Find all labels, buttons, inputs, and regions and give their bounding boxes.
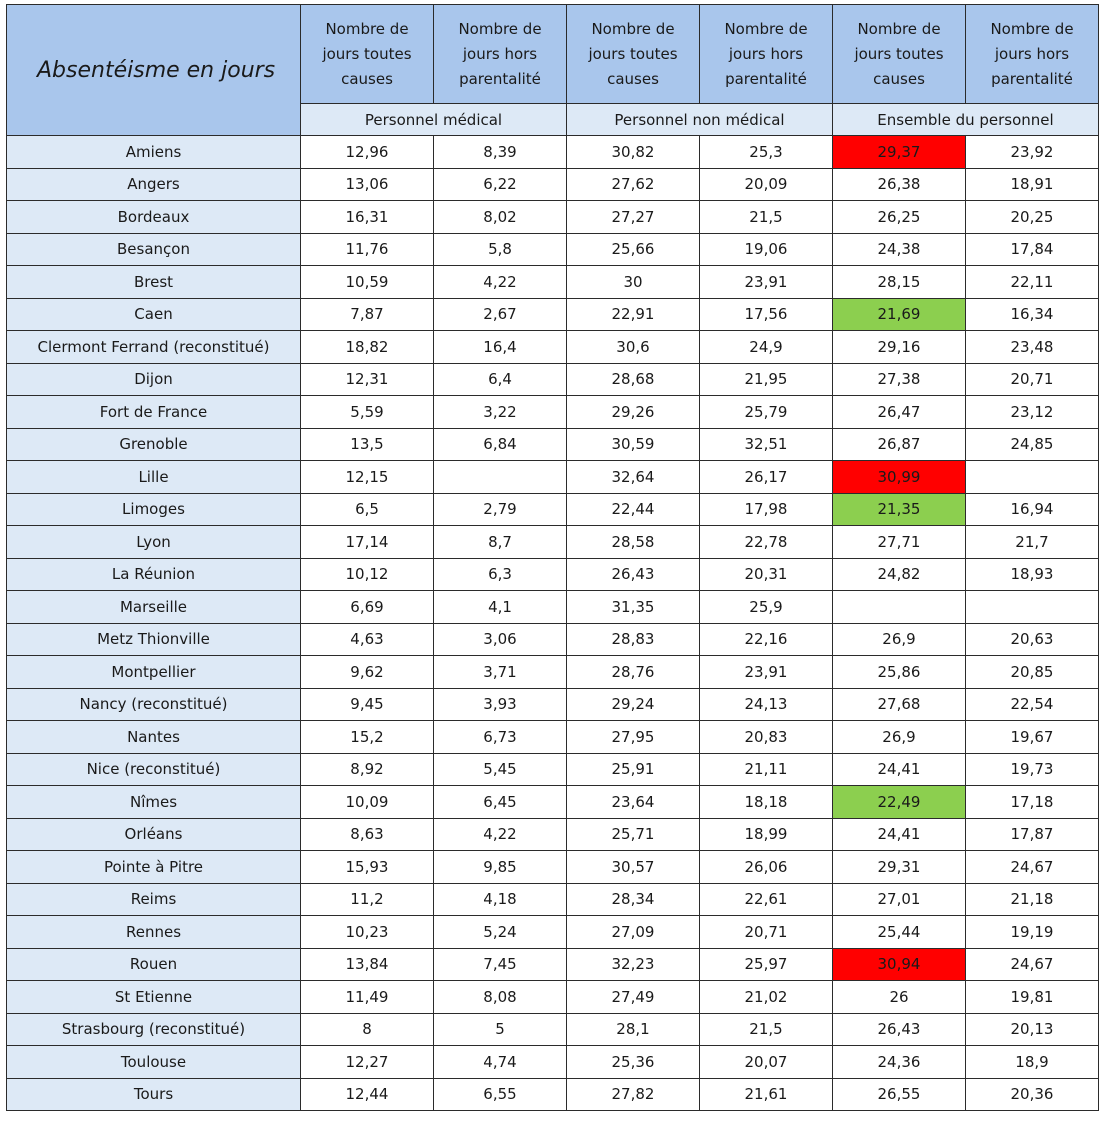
value-cell: 20,25: [966, 201, 1099, 234]
value-cell: 25,36: [567, 1046, 700, 1079]
value-cell: 8,92: [301, 753, 434, 786]
value-cell: 18,9: [966, 1046, 1099, 1079]
value-cell: 12,31: [301, 363, 434, 396]
col-header: [301, 5, 434, 104]
value-cell: 17,87: [966, 818, 1099, 851]
value-cell: 27,68: [833, 688, 966, 721]
value-cell: 29,24: [567, 688, 700, 721]
col-header: [567, 5, 700, 104]
value-cell: 12,96: [301, 136, 434, 169]
value-cell: [966, 591, 1099, 624]
value-cell: 4,1: [434, 591, 567, 624]
value-cell: 27,95: [567, 721, 700, 754]
value-cell: 25,3: [700, 136, 833, 169]
value-cell: 20,71: [700, 916, 833, 949]
value-cell: 18,91: [966, 168, 1099, 201]
value-cell: 26,06: [700, 851, 833, 884]
value-cell: [966, 461, 1099, 494]
value-cell: 21,02: [700, 981, 833, 1014]
value-cell: 16,34: [966, 298, 1099, 331]
table-row: [7, 461, 1099, 494]
city-name: Nantes: [7, 721, 301, 754]
value-cell: 10,23: [301, 916, 434, 949]
value-cell: 30: [567, 266, 700, 299]
city-name: Rennes: [7, 916, 301, 949]
value-cell: 30,6: [567, 331, 700, 364]
table-title: Absentéisme en jours: [7, 5, 301, 136]
col-header-text: Nombre de jours toutes causes: [322, 19, 412, 88]
city-name: Rouen: [7, 948, 301, 981]
value-cell: 29,37: [833, 136, 966, 169]
table-row: [7, 656, 1099, 689]
col-header: [434, 5, 567, 104]
value-cell: 4,22: [434, 818, 567, 851]
city-name: Amiens: [7, 136, 301, 169]
table-row: [7, 883, 1099, 916]
value-cell: 20,83: [700, 721, 833, 754]
value-cell: 12,15: [301, 461, 434, 494]
value-cell: 6,5: [301, 493, 434, 526]
value-cell: 19,73: [966, 753, 1099, 786]
value-cell: 25,44: [833, 916, 966, 949]
value-cell: 6,55: [434, 1078, 567, 1111]
column-header-row: [7, 5, 1099, 104]
table-row: [7, 688, 1099, 721]
value-cell: 17,56: [700, 298, 833, 331]
value-cell: 32,64: [567, 461, 700, 494]
value-cell: 3,06: [434, 623, 567, 656]
value-cell: 20,36: [966, 1078, 1099, 1111]
city-name: Clermont Ferrand (reconstitué): [7, 331, 301, 364]
value-cell: 4,63: [301, 623, 434, 656]
value-cell: 20,85: [966, 656, 1099, 689]
city-name: Fort de France: [7, 396, 301, 429]
value-cell: 5,24: [434, 916, 567, 949]
city-name: Dijon: [7, 363, 301, 396]
value-cell: 24,82: [833, 558, 966, 591]
value-cell: 19,19: [966, 916, 1099, 949]
city-name: Marseille: [7, 591, 301, 624]
value-cell: 3,22: [434, 396, 567, 429]
table-row: [7, 721, 1099, 754]
table-row: [7, 363, 1099, 396]
col-header-text: Nombre de jours hors parentalité: [990, 19, 1074, 88]
value-cell: 28,58: [567, 526, 700, 559]
value-cell: 4,74: [434, 1046, 567, 1079]
table-row: [7, 916, 1099, 949]
value-cell: 16,4: [434, 331, 567, 364]
value-cell: 6,4: [434, 363, 567, 396]
value-cell: 31,35: [567, 591, 700, 624]
table-row: [7, 623, 1099, 656]
value-cell: 26,17: [700, 461, 833, 494]
value-cell: 13,06: [301, 168, 434, 201]
value-cell: 5,8: [434, 233, 567, 266]
value-cell: 30,82: [567, 136, 700, 169]
value-cell: 28,68: [567, 363, 700, 396]
city-name: Angers: [7, 168, 301, 201]
value-cell: 2,67: [434, 298, 567, 331]
value-cell: 16,94: [966, 493, 1099, 526]
city-name: Nîmes: [7, 786, 301, 819]
city-name: Tours: [7, 1078, 301, 1111]
value-cell: 11,76: [301, 233, 434, 266]
value-cell: 30,59: [567, 428, 700, 461]
city-name: Toulouse: [7, 1046, 301, 1079]
value-cell: 25,79: [700, 396, 833, 429]
value-cell: 26,9: [833, 623, 966, 656]
value-cell: 32,51: [700, 428, 833, 461]
value-cell: 23,91: [700, 656, 833, 689]
value-cell: 8,63: [301, 818, 434, 851]
city-name: Metz Thionville: [7, 623, 301, 656]
value-cell: 24,67: [966, 948, 1099, 981]
city-name: Bordeaux: [7, 201, 301, 234]
value-cell: 21,95: [700, 363, 833, 396]
value-cell: 22,78: [700, 526, 833, 559]
city-name: Orléans: [7, 818, 301, 851]
value-cell: 21,18: [966, 883, 1099, 916]
value-cell: 24,85: [966, 428, 1099, 461]
value-cell: 18,93: [966, 558, 1099, 591]
city-name: St Etienne: [7, 981, 301, 1014]
table-row: [7, 981, 1099, 1014]
value-cell: 18,18: [700, 786, 833, 819]
col-header: [700, 5, 833, 104]
col-header-text: Nombre de jours hors parentalité: [458, 19, 542, 88]
city-name: Caen: [7, 298, 301, 331]
value-cell: 21,7: [966, 526, 1099, 559]
value-cell: 30,57: [567, 851, 700, 884]
value-cell: 10,59: [301, 266, 434, 299]
value-cell: 5: [434, 1013, 567, 1046]
table-row: [7, 331, 1099, 364]
value-cell: 6,22: [434, 168, 567, 201]
value-cell: 26,9: [833, 721, 966, 754]
table-row: [7, 233, 1099, 266]
value-cell: 22,11: [966, 266, 1099, 299]
value-cell: 4,18: [434, 883, 567, 916]
value-cell: 24,67: [966, 851, 1099, 884]
value-cell: 5,45: [434, 753, 567, 786]
table-row: [7, 1046, 1099, 1079]
table-row: [7, 396, 1099, 429]
value-cell: 16,31: [301, 201, 434, 234]
table-row: [7, 591, 1099, 624]
value-cell: 23,92: [966, 136, 1099, 169]
value-cell: [833, 591, 966, 624]
value-cell: 8,39: [434, 136, 567, 169]
value-cell: 28,15: [833, 266, 966, 299]
value-cell: 25,97: [700, 948, 833, 981]
value-cell: 25,9: [700, 591, 833, 624]
value-cell: 23,91: [700, 266, 833, 299]
city-name: Nancy (reconstitué): [7, 688, 301, 721]
value-cell: 20,09: [700, 168, 833, 201]
value-cell: 25,71: [567, 818, 700, 851]
value-cell: 8: [301, 1013, 434, 1046]
value-cell: 23,64: [567, 786, 700, 819]
table-row: [7, 851, 1099, 884]
value-cell: 26,25: [833, 201, 966, 234]
table-row: [7, 558, 1099, 591]
value-cell: 28,34: [567, 883, 700, 916]
value-cell: 27,01: [833, 883, 966, 916]
value-cell: 8,08: [434, 981, 567, 1014]
value-cell: 19,06: [700, 233, 833, 266]
col-header: [966, 5, 1099, 104]
table-row: [7, 168, 1099, 201]
value-cell: 10,12: [301, 558, 434, 591]
value-cell: 21,5: [700, 1013, 833, 1046]
value-cell: 18,82: [301, 331, 434, 364]
value-cell: 23,48: [966, 331, 1099, 364]
value-cell: 17,98: [700, 493, 833, 526]
city-name: Besançon: [7, 233, 301, 266]
table-row: [7, 136, 1099, 169]
table-row: [7, 428, 1099, 461]
table-row: [7, 266, 1099, 299]
value-cell: 7,87: [301, 298, 434, 331]
table-row: [7, 493, 1099, 526]
value-cell: 20,71: [966, 363, 1099, 396]
value-cell: 27,27: [567, 201, 700, 234]
value-cell: 13,84: [301, 948, 434, 981]
value-cell: 20,07: [700, 1046, 833, 1079]
value-cell: 26,87: [833, 428, 966, 461]
value-cell: 24,9: [700, 331, 833, 364]
value-cell: 8,02: [434, 201, 567, 234]
value-cell: 32,23: [567, 948, 700, 981]
value-cell: 25,86: [833, 656, 966, 689]
value-cell: 22,16: [700, 623, 833, 656]
value-cell: 21,69: [833, 298, 966, 331]
city-name: Limoges: [7, 493, 301, 526]
value-cell: 7,45: [434, 948, 567, 981]
value-cell: 19,67: [966, 721, 1099, 754]
city-name: Lyon: [7, 526, 301, 559]
value-cell: 11,49: [301, 981, 434, 1014]
city-name: Strasbourg (reconstitué): [7, 1013, 301, 1046]
value-cell: 21,5: [700, 201, 833, 234]
value-cell: 24,36: [833, 1046, 966, 1079]
value-cell: 28,83: [567, 623, 700, 656]
table-row: [7, 526, 1099, 559]
value-cell: 30,94: [833, 948, 966, 981]
value-cell: 27,62: [567, 168, 700, 201]
col-header-text: Nombre de jours toutes causes: [854, 19, 944, 88]
value-cell: 27,09: [567, 916, 700, 949]
value-cell: 15,93: [301, 851, 434, 884]
table-row: [7, 1078, 1099, 1111]
city-name: Lille: [7, 461, 301, 494]
group-non-medical: Personnel non médical: [567, 104, 833, 136]
value-cell: 3,93: [434, 688, 567, 721]
value-cell: 24,13: [700, 688, 833, 721]
value-cell: 21,11: [700, 753, 833, 786]
value-cell: 29,31: [833, 851, 966, 884]
absenteeism-table: [6, 4, 1099, 1111]
value-cell: 26,43: [567, 558, 700, 591]
value-cell: 22,61: [700, 883, 833, 916]
value-cell: 25,91: [567, 753, 700, 786]
value-cell: 29,26: [567, 396, 700, 429]
value-cell: 9,85: [434, 851, 567, 884]
city-name: Brest: [7, 266, 301, 299]
value-cell: 18,99: [700, 818, 833, 851]
value-cell: 20,63: [966, 623, 1099, 656]
value-cell: 22,44: [567, 493, 700, 526]
value-cell: 5,59: [301, 396, 434, 429]
value-cell: 17,84: [966, 233, 1099, 266]
value-cell: 3,71: [434, 656, 567, 689]
value-cell: 28,76: [567, 656, 700, 689]
table-row: [7, 948, 1099, 981]
group-medical: Personnel médical: [301, 104, 567, 136]
value-cell: 27,71: [833, 526, 966, 559]
table-row: [7, 753, 1099, 786]
value-cell: 23,12: [966, 396, 1099, 429]
table-row: [7, 786, 1099, 819]
value-cell: 22,49: [833, 786, 966, 819]
value-cell: 27,82: [567, 1078, 700, 1111]
table-row: [7, 298, 1099, 331]
value-cell: 30,99: [833, 461, 966, 494]
city-name: Nice (reconstitué): [7, 753, 301, 786]
value-cell: 25,66: [567, 233, 700, 266]
value-cell: 20,31: [700, 558, 833, 591]
value-cell: 6,84: [434, 428, 567, 461]
value-cell: 20,13: [966, 1013, 1099, 1046]
col-header-text: Nombre de jours hors parentalité: [724, 19, 808, 88]
value-cell: 4,22: [434, 266, 567, 299]
value-cell: 24,41: [833, 753, 966, 786]
table-row: [7, 818, 1099, 851]
value-cell: 13,5: [301, 428, 434, 461]
city-name: Pointe à Pitre: [7, 851, 301, 884]
value-cell: 29,16: [833, 331, 966, 364]
value-cell: 9,45: [301, 688, 434, 721]
value-cell: 8,7: [434, 526, 567, 559]
value-cell: 12,27: [301, 1046, 434, 1079]
city-name: Reims: [7, 883, 301, 916]
city-name: La Réunion: [7, 558, 301, 591]
value-cell: 19,81: [966, 981, 1099, 1014]
value-cell: 6,45: [434, 786, 567, 819]
value-cell: 22,54: [966, 688, 1099, 721]
value-cell: 26,55: [833, 1078, 966, 1111]
value-cell: 26,38: [833, 168, 966, 201]
value-cell: 6,73: [434, 721, 567, 754]
value-cell: 24,38: [833, 233, 966, 266]
value-cell: 26: [833, 981, 966, 1014]
table-row: [7, 1013, 1099, 1046]
city-name: Grenoble: [7, 428, 301, 461]
value-cell: [434, 461, 567, 494]
value-cell: 28,1: [567, 1013, 700, 1046]
group-all-staff: Ensemble du personnel: [833, 104, 1099, 136]
table-row: [7, 201, 1099, 234]
col-header: [833, 5, 966, 104]
value-cell: 6,3: [434, 558, 567, 591]
value-cell: 24,41: [833, 818, 966, 851]
value-cell: 21,35: [833, 493, 966, 526]
value-cell: 27,49: [567, 981, 700, 1014]
value-cell: 26,43: [833, 1013, 966, 1046]
value-cell: 21,61: [700, 1078, 833, 1111]
value-cell: 26,47: [833, 396, 966, 429]
value-cell: 27,38: [833, 363, 966, 396]
value-cell: 2,79: [434, 493, 567, 526]
col-header-text: Nombre de jours toutes causes: [588, 19, 678, 88]
value-cell: 17,18: [966, 786, 1099, 819]
city-name: Montpellier: [7, 656, 301, 689]
value-cell: 9,62: [301, 656, 434, 689]
value-cell: 6,69: [301, 591, 434, 624]
value-cell: 10,09: [301, 786, 434, 819]
value-cell: 12,44: [301, 1078, 434, 1111]
value-cell: 15,2: [301, 721, 434, 754]
value-cell: 22,91: [567, 298, 700, 331]
value-cell: 17,14: [301, 526, 434, 559]
value-cell: 11,2: [301, 883, 434, 916]
